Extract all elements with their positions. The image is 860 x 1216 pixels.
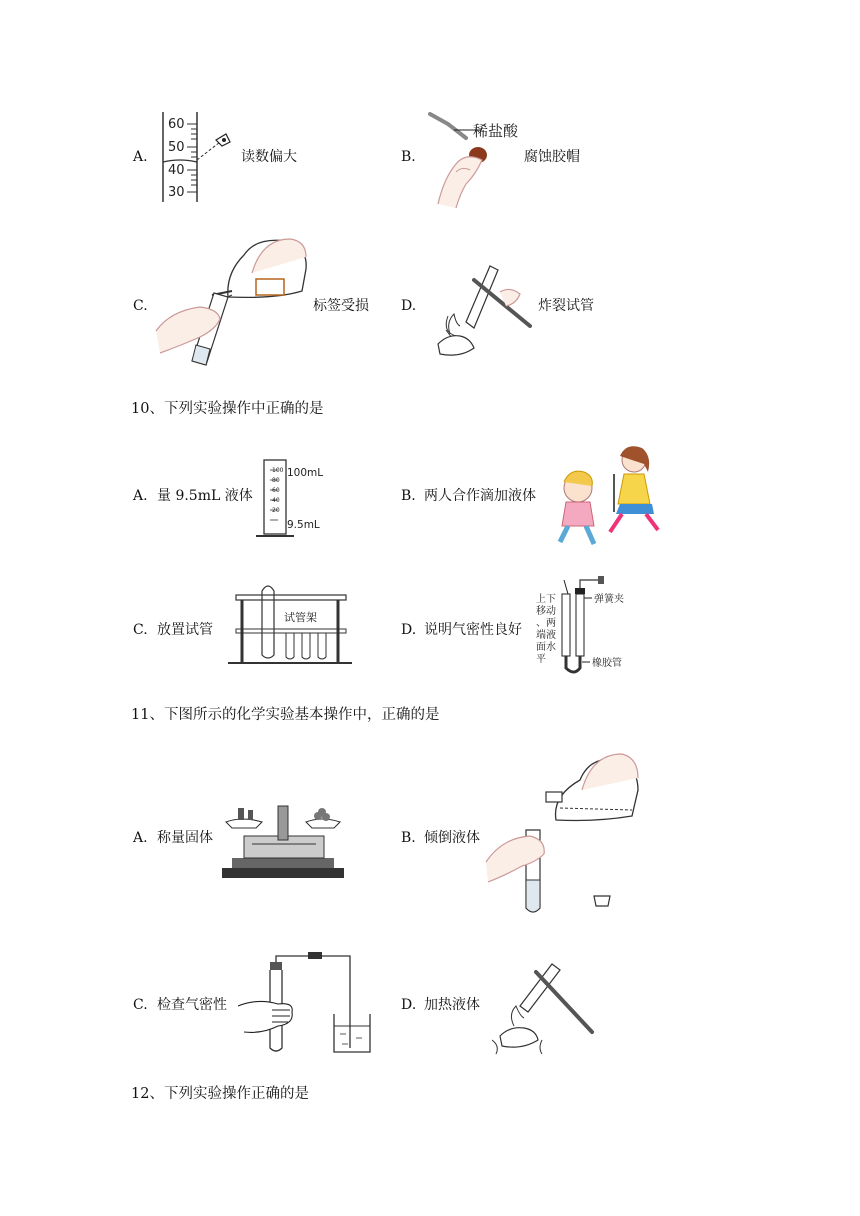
svg-text:移动: 移动 bbox=[536, 606, 556, 617]
option-letter: B. bbox=[401, 488, 416, 504]
dropper-figure bbox=[426, 108, 526, 210]
option-caption: 检查气密性 bbox=[157, 997, 227, 1013]
option-letter: A. bbox=[133, 488, 148, 504]
option-letter: D. bbox=[401, 298, 417, 314]
bottle-label bbox=[256, 279, 284, 295]
svg-text:平: 平 bbox=[536, 654, 546, 665]
graduated-cylinder-reading-figure bbox=[160, 112, 240, 204]
question-stem: 11、下图所示的化学实验基本操作中，正确的是 bbox=[131, 707, 440, 723]
svg-text:40: 40 bbox=[272, 497, 280, 504]
figure-label: 试管架 bbox=[284, 611, 317, 624]
figure-label: 100mL bbox=[287, 467, 324, 479]
option-letter: B. bbox=[401, 149, 416, 165]
option-caption: 腐蚀胶帽 bbox=[524, 149, 580, 165]
test-tube-rack-figure bbox=[228, 585, 356, 669]
svg-text:橡胶管: 橡胶管 bbox=[592, 658, 622, 669]
measuring-cylinder-figure bbox=[256, 456, 326, 540]
option-caption: 标签受损 bbox=[313, 298, 369, 314]
option-letter: D. bbox=[401, 997, 417, 1013]
option-letter: C. bbox=[133, 622, 148, 638]
scale-label: 40 bbox=[168, 163, 185, 178]
option-letter: B. bbox=[401, 830, 416, 846]
option-letter: C. bbox=[133, 298, 148, 314]
option-letter: A. bbox=[133, 149, 148, 165]
alcohol-lamp bbox=[500, 1028, 538, 1047]
question-stem: 10、下列实验操作中正确的是 bbox=[131, 401, 324, 417]
svg-text:弹簧夹: 弹簧夹 bbox=[594, 594, 624, 605]
option-caption: 量 9.5mL 液体 bbox=[157, 488, 253, 504]
figure-label: 9.5mL bbox=[287, 519, 320, 531]
option-caption: 读数偏大 bbox=[241, 149, 297, 165]
option-caption: 称量固体 bbox=[157, 830, 213, 846]
balance-scale-figure bbox=[222, 798, 346, 882]
alcohol-lamp bbox=[438, 336, 474, 355]
option-letter: D. bbox=[401, 622, 417, 638]
pouring-label-figure bbox=[156, 233, 311, 368]
heating-liquid-figure bbox=[492, 956, 596, 1054]
svg-text:端液: 端液 bbox=[536, 630, 556, 641]
stopper bbox=[594, 896, 610, 906]
figure-label: 稀盐酸 bbox=[473, 122, 519, 140]
svg-text:80: 80 bbox=[272, 477, 280, 484]
question-stem: 12、下列实验操作正确的是 bbox=[131, 1086, 309, 1102]
scale-label: 30 bbox=[168, 185, 185, 200]
svg-text:、两: 、两 bbox=[536, 618, 556, 629]
two-children-figure bbox=[552, 442, 670, 550]
option-caption: 说明气密性良好 bbox=[424, 622, 522, 638]
option-caption: 炸裂试管 bbox=[538, 298, 594, 314]
svg-text:100: 100 bbox=[272, 467, 284, 474]
pouring-liquid-figure bbox=[486, 750, 646, 916]
option-caption: 加热液体 bbox=[424, 997, 480, 1013]
option-caption: 倾倒液体 bbox=[424, 830, 480, 846]
airtightness-check-figure bbox=[238, 954, 378, 1056]
option-caption: 放置试管 bbox=[157, 622, 213, 638]
airtightness-u-tube-figure bbox=[534, 576, 644, 680]
svg-text:上下: 上下 bbox=[536, 594, 556, 605]
option-caption: 两人合作滴加液体 bbox=[424, 488, 536, 504]
scale-label: 60 bbox=[168, 117, 185, 132]
scale-label: 50 bbox=[168, 140, 185, 155]
heating-test-tube-figure bbox=[426, 256, 536, 366]
option-letter: C. bbox=[133, 997, 148, 1013]
svg-text:60: 60 bbox=[272, 487, 280, 494]
svg-text:20: 20 bbox=[272, 507, 280, 514]
svg-text:面水: 面水 bbox=[536, 642, 556, 653]
option-letter: A. bbox=[133, 830, 148, 846]
